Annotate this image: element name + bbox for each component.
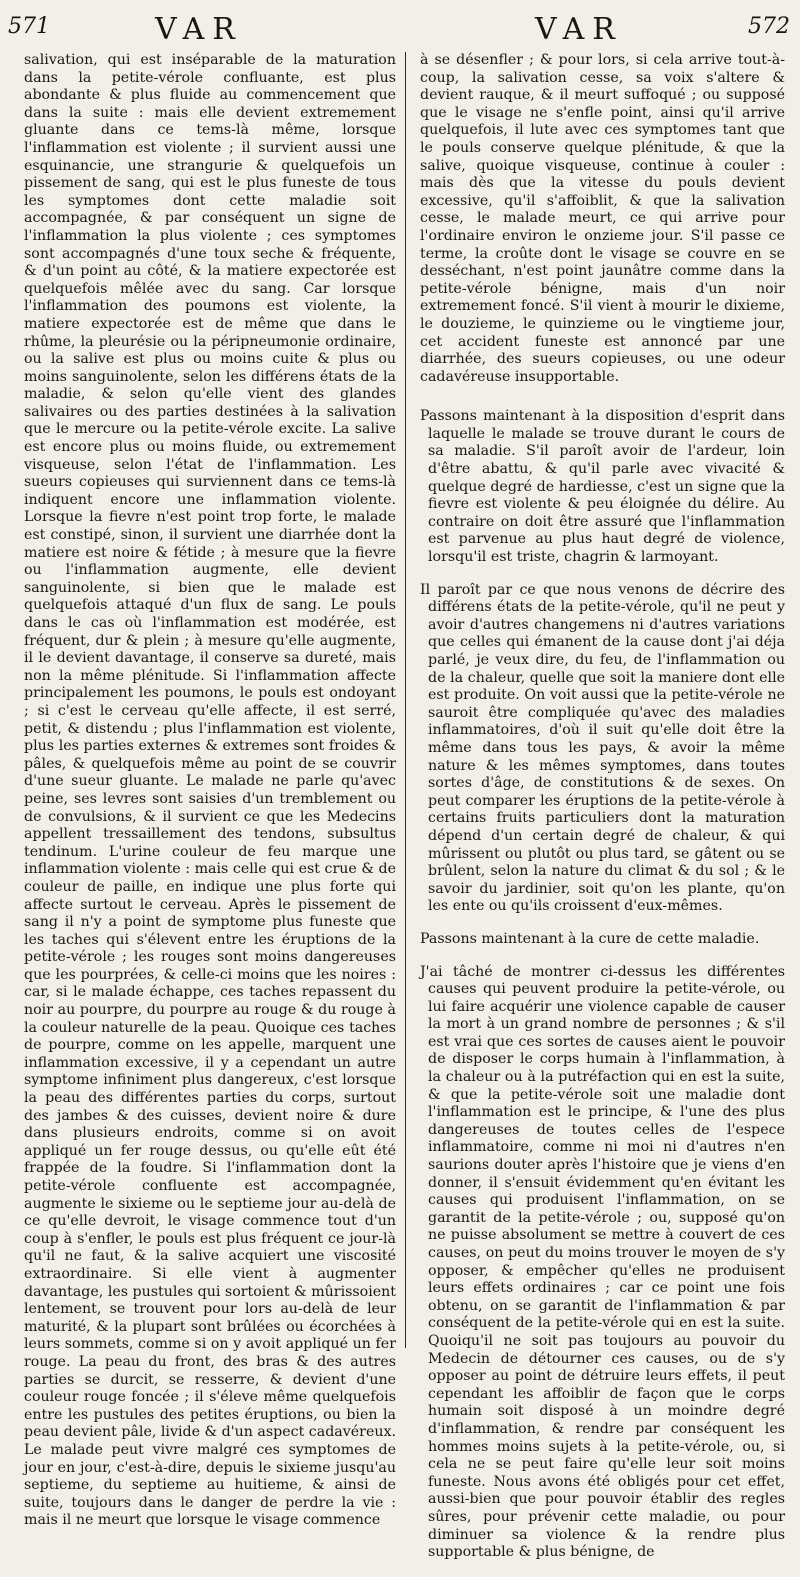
paragraph-continuation: à se désenfler ; & pour lors, si cela arrive tout-à-coup, la salivation cesse, sa voix s'altere & devient rauque, & il meurt suffoqué ; ou supposé que le visage ne s'enfle point, ainsi qu'il arrive quelquefois, il lute avec ces symptomes tant que le pouls conserve quelque plénitude, & que la salive, quoique visqueuse, continue à couler : mais dès que la vitesse du pouls devient excessive, qu'il s'affoiblit, & que la salivation cesse, le malade meurt, ce qui arrive pour l'ordinaire environ le onzieme jour. S'il passe ce terme, la croûte dont le visage se couvre en se desséchant, n'est point jaunâtre comme dans la petite-vérole bénigne, mais d'un noir extremement foncé. S'il vient à mourir le dixieme, le douzieme, le quinzieme ou le vingtieme jour, cet accident funeste est annoncé par une diarrhée, des sueurs copieuses, ou une odeur cadavéreuse insupportable. <box>420 52 785 385</box>
page-number-right: 572 <box>748 14 790 39</box>
left-column-text: salivation, qui est inséparable de la maturation dans la petite-vérole confluante, est plus abondante & plus fluide au commencement que dans la suite : mais elle devient extremement gluante dans ce tems-là même, lorsque l'inflammation est violente ; il survient aussi une esquinancie, une strangurie & quelquefois un pissement de sang, qui est le plus funeste de tous les symptomes dont cette maladie soit accompagnée, & par conséquent un signe de l'inflammation la plus violente ; ces symptomes sont accompagnés d'une toux seche & fréquente, & d'un point au côté, & la matiere expectorée est quelquefois mêlée avec du sang. Car lorsque l'inflammation des poumons est violente, la matiere expectorée est de même que dans le rhûme, la pleurésie ou la péripneumonie ordinaire, ou la salive est plus ou moins cuite & plus ou moins sanguinolente, selon les différens états de la maladie, & selon qu'elle vient des glandes salivaires ou des parties destinées à la salivation que le mercure ou la petite-vérole excite. La salive est encore plus ou moins fluide, ou extremement visqueuse, selon l'état de l'inflammation. Les sueurs copieuses qui surviennent dans ce tems-là indiquent encore une inflammation violente. Lorsque la fievre n'est point trop forte, le malade est constipé, sinon, il survient une diarrhée dont la matiere est noire & fétide ; à mesure que la fievre ou l'inflammation augmente, elle devient sanguinolente, si bien que le malade est quelquefois attaqué d'un flux de sang. Le pouls dans le cas où l'inflammation est modérée, est fréquent, dur & plein ; à mesure qu'elle augmente, il le devient davantage, il conserve sa dureté, mais non la même plénitude. Si l'inflammation affecte principalement les poumons, le pouls est ondoyant ; si c'est le cerveau qu'elle affecte, il est serré, petit, & distendu ; plus l'inflammation est violente, plus les parties externes & extremes sont froides & pâles, & quelquefois même au point de se couvrir d'une sueur gluante. Le malade ne parle qu'avec peine, ses levres sont saisies d'un tremblement ou de convulsions, & il survient ce que les Medecins appellent tressaillement des tendons, subsultus tendinum. L'urine couleur de feu marque une inflammation violente : mais celle qui est crue & de couleur de paille, en indique une plus forte qui affecte surtout le cerveau. Après le pissement de sang il n'y a point de symptome plus funeste que les taches qui s'élevent entre les éruptions de la petite-vérole ; les rouges sont moins dangereuses que les pourprées, & celle-ci moins que les noires : car, si le malade échappe, ces taches repassent du noir au pourpre, du pourpre au rouge & du rouge à la couleur naturelle de la peau. Quoique ces taches de pourpre, comme on les appelle, marquent une inflammation excessive, il y a cependant un autre symptome infiniment plus dangereux, c'est lorsque la peau des différentes parties du corps, surtout des jambes & des cuisses, devient noire & dure dans plusieurs endroits, comme si on avoit appliqué un fer rouge dessus, ou qu'elle eût été frappée de la foudre. Si l'inflammation dont la petite-vérole confluente est accompagnée, augmente le sixieme ou le septieme jour au-delà de ce qu'elle devroit, le visage commence tout d'un coup à s'enfler, le pouls est plus fréquent ce jour-là qu'il ne faut, & la salive acquiert une viscosité extraordinaire. Si elle vient à augmenter davantage, les pustules qui sortoient & mûrissoient lentement, se trouvent pour lors au-delà de leur maturité, & la plupart sont brûlées ou écorchées à leurs sommets, comme si on y avoit appliqué un fer rouge. La peau du front, des bras & des autres parties se durcit, se resserre, & devient d'une couleur rouge foncée ; il s'éleve même quelquefois entre les pustules des petites éruptions, ou bien la peau devient pâle, livide & d'un aspect cadavéreux. Le malade peut vivre malgré ces symptomes de jour en jour, c'est-à-dire, depuis le sixieme jusqu'au septieme, du septieme au huitieme, & ainsi de suite, toujours dans le danger de perdre la vie : mais il ne meurt que lorsque le visage commence <box>24 52 396 1529</box>
left-column <box>24 52 396 1530</box>
page-number-left: 571 <box>8 14 50 39</box>
column-divider <box>405 52 406 1348</box>
running-head-right: VAR <box>535 12 623 47</box>
paragraph-cure-heading: Passons maintenant à la cure de cette maladie. <box>420 930 760 947</box>
paragraph-causes: Il paroît par ce que nous venons de décrire des différens états de la petite-vérole, qu'il ne peut y avoir d'autres changemens ni d'autres variations que celles qui émanent de la cause dont j'ai déja parlé, je veux dire, du feu, de l'inflammation ou de la chaleur, quelle que soit la maniere dont elle est produite. On voit aussi que la petite-vérole ne sauroit être compliquée qu'avec des maladies inflammatoires, d'où il suit qu'elle doit être la même dans tous les pays, & avoir la même nature & les mêmes symptomes, dans toutes sortes d'âge, de constitutions & de sexes. On peut comparer les éruptions de la petite-vérole à certains fruits particuliers dont la maturation dépend d'un certain degré de chaleur, & qui mûrissent ou plutôt ou plus tard, se gâtent ou se brûlent, selon la nature du climat & du sol ; & le savoir du jardinier, soit qu'on les plante, qu'on les ente ou qu'ils croissent d'eux-mêmes. <box>420 581 785 915</box>
running-head-left: VAR <box>155 12 243 47</box>
paragraph-cure: J'ai tâché de montrer ci-dessus les différentes causes qui peuvent produire la petite-vérole, ou lui faire acquérir une violence capable de causer la mort à un grand nombre de personnes ; & s'il est vrai que ces sortes de causes aient le pouvoir de disposer le corps humain à l'inflammation, à la chaleur ou à la putréfaction qui en est la suite, & que la petite-vérole soit une maladie dont l'inflammation est le principe, & l'une des plus dangereuses de toutes celles de l'espece inflammatoire, comme ni moi ni d'autres n'en saurions douter après l'histoire que je viens d'en donner, il s'ensuit évidemment qu'en évitant les causes qui produisent l'inflammation, on se garantit de la petite-vérole ; ou, supposé qu'on ne puisse absolument se mettre à couvert de ces causes, on peut du moins trouver le moyen de s'y opposer, & empêcher qu'elles ne produisent leurs effets ordinaires ; car ce point une fois obtenu, on se garantit de l'inflammation & par conséquent de la petite-vérole qui en est la suite. Quoiqu'il ne soit pas toujours au pouvoir du Medecin de détourner ces causes, ou de s'y opposer au point de détruire leurs effets, il peut cependant les affoiblir de façon que le corps humain soit disposé à un moindre degré d'inflammation, & rendre par conséquent les hommes moins sujets à la petite-vérole, ou, si cela ne se peut faire qu'elle leur soit moins funeste. Nous avons été obligés pour cet effet, aussi-bien que pour pouvoir établir des regles sûres, pour prévenir cette maladie, ou pour diminuer sa violence & la rendre plus supportable & plus bénigne, de <box>420 963 785 1561</box>
paragraph-disposition: Passons maintenant à la disposition d'esprit dans laquelle le malade se trouve durant le cours de sa maladie. S'il paroît avoir de l'ardeur, loin d'être abattu, & qu'il parle avec vivacité & quelque degré de hardiesse, c'est un signe que la fievre est violente & peu éloignée du délire. Au contraire on doit être assuré que l'inflammation est parvenue au plus haut degré de violence, lorsqu'il est triste, chagrin & larmoyant. <box>420 408 785 566</box>
page-header <box>0 0 800 50</box>
right-column <box>420 52 785 1577</box>
